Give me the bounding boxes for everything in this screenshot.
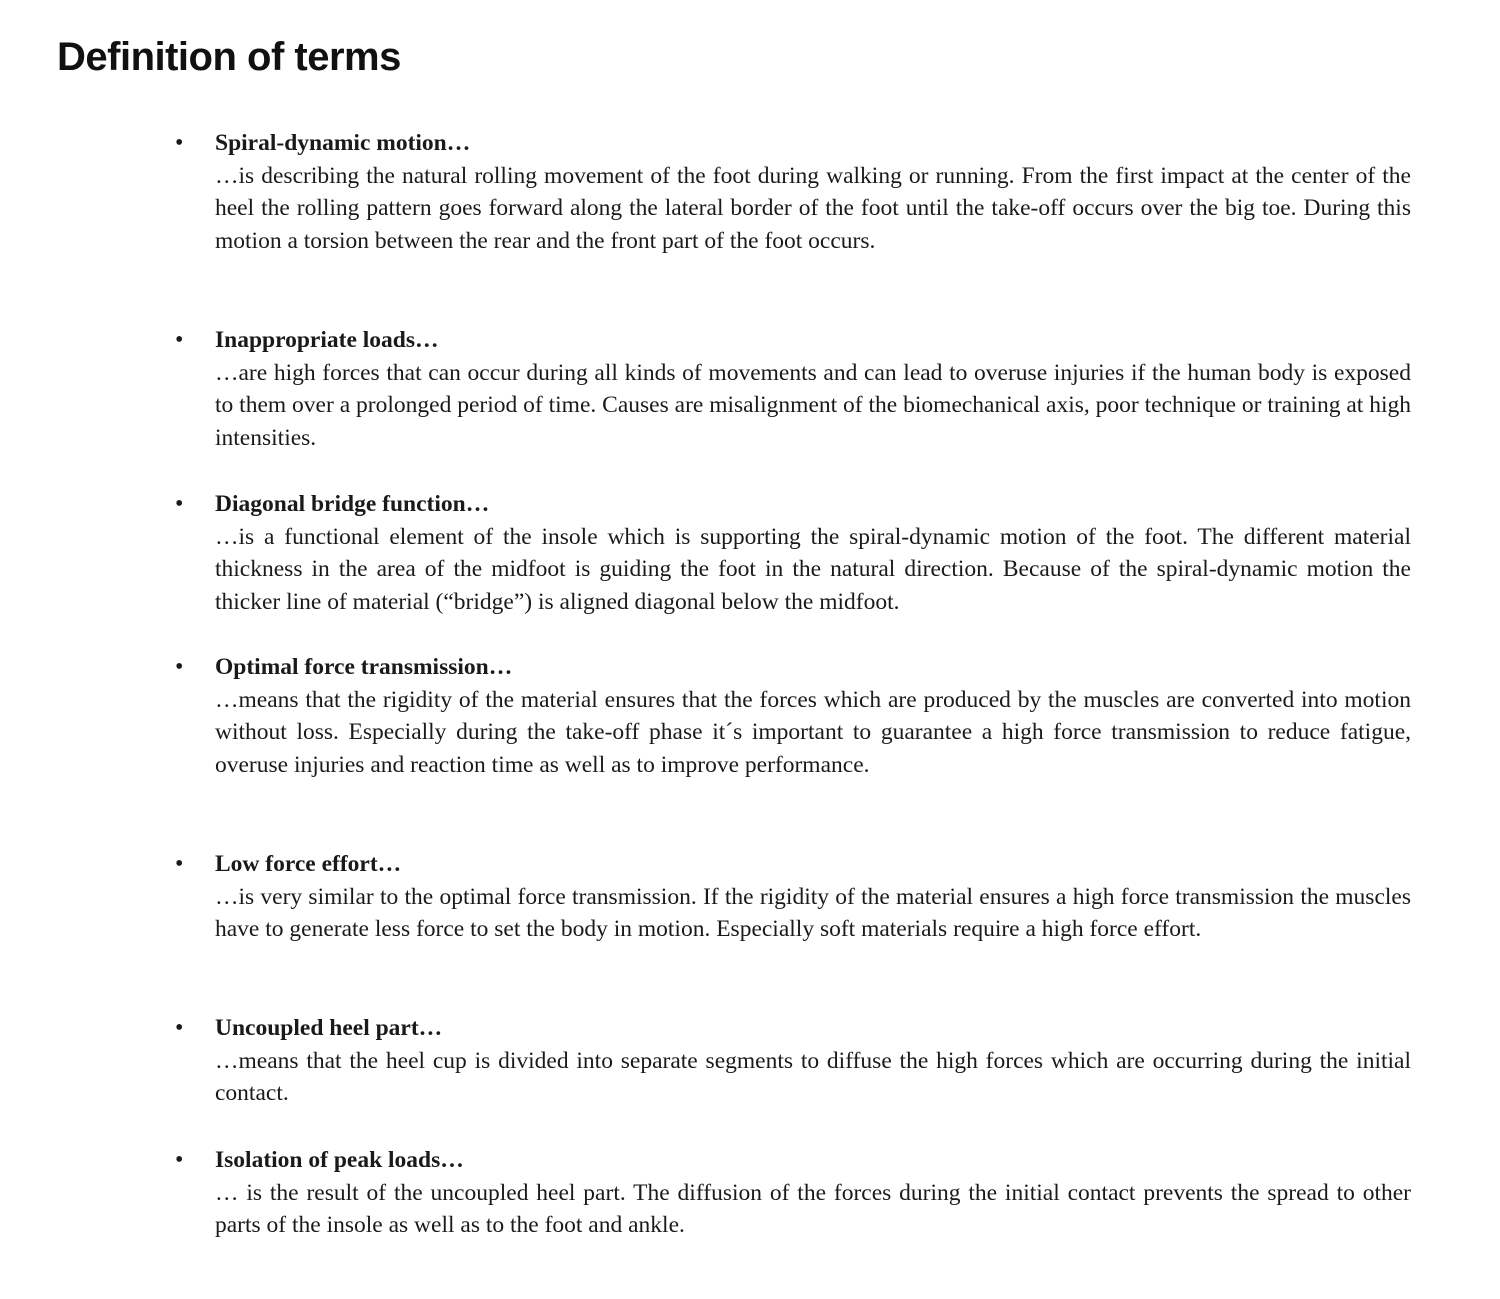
term-item-spiral-dynamic-motion bbox=[175, 127, 1411, 257]
bullet-icon: • bbox=[175, 1015, 184, 1041]
term-item-uncoupled-heel-part bbox=[175, 1012, 1411, 1110]
term-description: …is very similar to the optimal force transmission. If the rigidity of the material ensures a high force transmission the muscles have to generate less force to set the body in motion. Especially soft materials require a high force effort. bbox=[215, 883, 1411, 943]
page-title: Definition of terms bbox=[57, 35, 401, 79]
term-description: …is a functional element of the insole which is supporting the spiral-dynamic motion of the foot. The different material thickness in the area of the midfoot is guiding the foot in the natural direction. Because of the spiral-dynamic motion the thicker line of material (“bridge”) is aligned diagonal below the midfoot. bbox=[215, 523, 1411, 615]
term-item-isolation-of-peak-loads bbox=[175, 1144, 1411, 1242]
bullet-icon: • bbox=[175, 654, 184, 680]
term-description: …means that the heel cup is divided into separate segments to diffuse the high forces which are occurring during the initial contact. bbox=[215, 1047, 1411, 1107]
term-name: Spiral-dynamic motion… bbox=[215, 130, 471, 156]
bullet-icon: • bbox=[175, 1147, 184, 1173]
bullet-icon: • bbox=[175, 130, 184, 156]
bullet-icon: • bbox=[175, 491, 184, 517]
term-name: Diagonal bridge function… bbox=[215, 491, 490, 517]
term-item-diagonal-bridge-function bbox=[175, 488, 1411, 618]
term-description: …means that the rigidity of the material ensures that the forces which are produced by the muscles are converted into motion without loss. Especially during the take-off phase it´s important to guarantee a high force transmission to reduce fatigue, overuse injuries and reaction time as well as to improve performance. bbox=[215, 686, 1411, 778]
term-item-optimal-force-transmission bbox=[175, 651, 1411, 781]
term-item-inappropriate-loads bbox=[175, 324, 1411, 454]
term-description: …are high forces that can occur during all kinds of movements and can lead to overuse injuries if the human body is exposed to them over a prolonged period of time. Causes are misalignment of the biomechanical axis, poor technique or training at high intensities. bbox=[215, 359, 1411, 451]
term-description: …is describing the natural rolling movement of the foot during walking or running. From the first impact at the center of the heel the rolling pattern goes forward along the lateral border of the foot until the take-off occurs over the big toe. During this motion a torsion between the rear and the front part of the foot occurs. bbox=[215, 162, 1411, 254]
term-name: Low force effort… bbox=[215, 851, 402, 877]
bullet-icon: • bbox=[175, 327, 184, 353]
term-name: Inappropriate loads… bbox=[215, 327, 439, 353]
term-name: Uncoupled heel part… bbox=[215, 1015, 443, 1041]
term-name: Isolation of peak loads… bbox=[215, 1147, 464, 1173]
term-item-low-force-effort bbox=[175, 848, 1411, 946]
term-name: Optimal force transmission… bbox=[215, 654, 513, 680]
bullet-icon: • bbox=[175, 851, 184, 877]
term-description: … is the result of the uncoupled heel part. The diffusion of the forces during the initial contact prevents the spread to other parts of the insole as well as to the foot and ankle. bbox=[215, 1179, 1411, 1239]
